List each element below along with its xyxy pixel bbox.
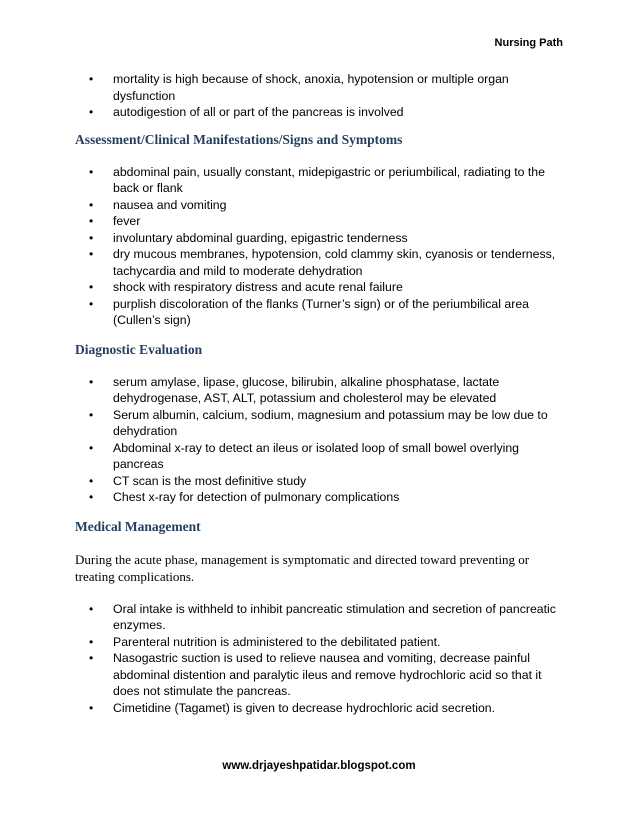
list-item: • Cimetidine (Tagamet) is given to decrease hydrochloric acid secretion.	[75, 700, 565, 717]
list-item: • dry mucous membranes, hypotension, cold clammy skin, cyanosis or tenderness, tachycardia and mild to moderate dehydration	[75, 246, 565, 279]
list-item: • abdominal pain, usually constant, midepigastric or periumbilical, radiating to the back or flank	[75, 164, 565, 197]
assessment-list	[75, 164, 565, 329]
list-item: • Serum albumin, calcium, sodium, magnesium and potassium may be low due to dehydration	[75, 407, 565, 440]
intro-list	[75, 71, 565, 121]
page-content	[75, 71, 565, 716]
list-item: • involuntary abdominal guarding, epigastric tenderness	[75, 230, 565, 247]
diagnostic-heading: Diagnostic Evaluation	[75, 341, 203, 357]
list-item: • purplish discoloration of the flanks (Turner’s sign) or of the periumbilical area (Cullen’s sign)	[75, 296, 565, 329]
medical-heading: Medical Management	[75, 518, 201, 534]
list-item: • fever	[75, 213, 565, 230]
footer-url: www.drjayeshpatidar.blogspot.com	[222, 760, 416, 772]
assessment-heading: Assessment/Clinical Manifestations/Signs and Symptoms	[75, 131, 403, 147]
list-item: • Parenteral nutrition is administered to the debilitated patient.	[75, 634, 565, 651]
list-item: • shock with respiratory distress and acute renal failure	[75, 279, 565, 296]
list-item: • nausea and vomiting	[75, 197, 565, 214]
list-item: • Chest x-ray for detection of pulmonary complications	[75, 489, 565, 506]
list-item: • Oral intake is withheld to inhibit pancreatic stimulation and secretion of pancreatic enzymes.	[75, 601, 565, 634]
list-item: • Abdominal x-ray to detect an ileus or isolated loop of small bowel overlying pancreas	[75, 440, 565, 473]
list-item: • CT scan is the most definitive study	[75, 473, 565, 490]
diagnostic-list	[75, 374, 565, 506]
header-title: Nursing Path	[494, 37, 563, 49]
list-item: • Nasogastric suction is used to relieve nausea and vomiting, decrease painful abdominal distention and paralytic ileus and remove hydrochloric acid so that it does not stimulate the pancreas.	[75, 650, 565, 700]
list-item: • serum amylase, lipase, glucose, bilirubin, alkaline phosphatase, lactate dehydrogenase, AST, ALT, potassium and cholesterol may be elevated	[75, 374, 565, 407]
list-item: • autodigestion of all or part of the pancreas is involved	[75, 104, 565, 121]
medical-paragraph: During the acute phase, management is symptomatic and directed toward preventing or treating complications.	[75, 551, 530, 584]
medical-list	[75, 601, 565, 717]
list-item: • mortality is high because of shock, anoxia, hypotension or multiple organ dysfunction	[75, 71, 565, 104]
